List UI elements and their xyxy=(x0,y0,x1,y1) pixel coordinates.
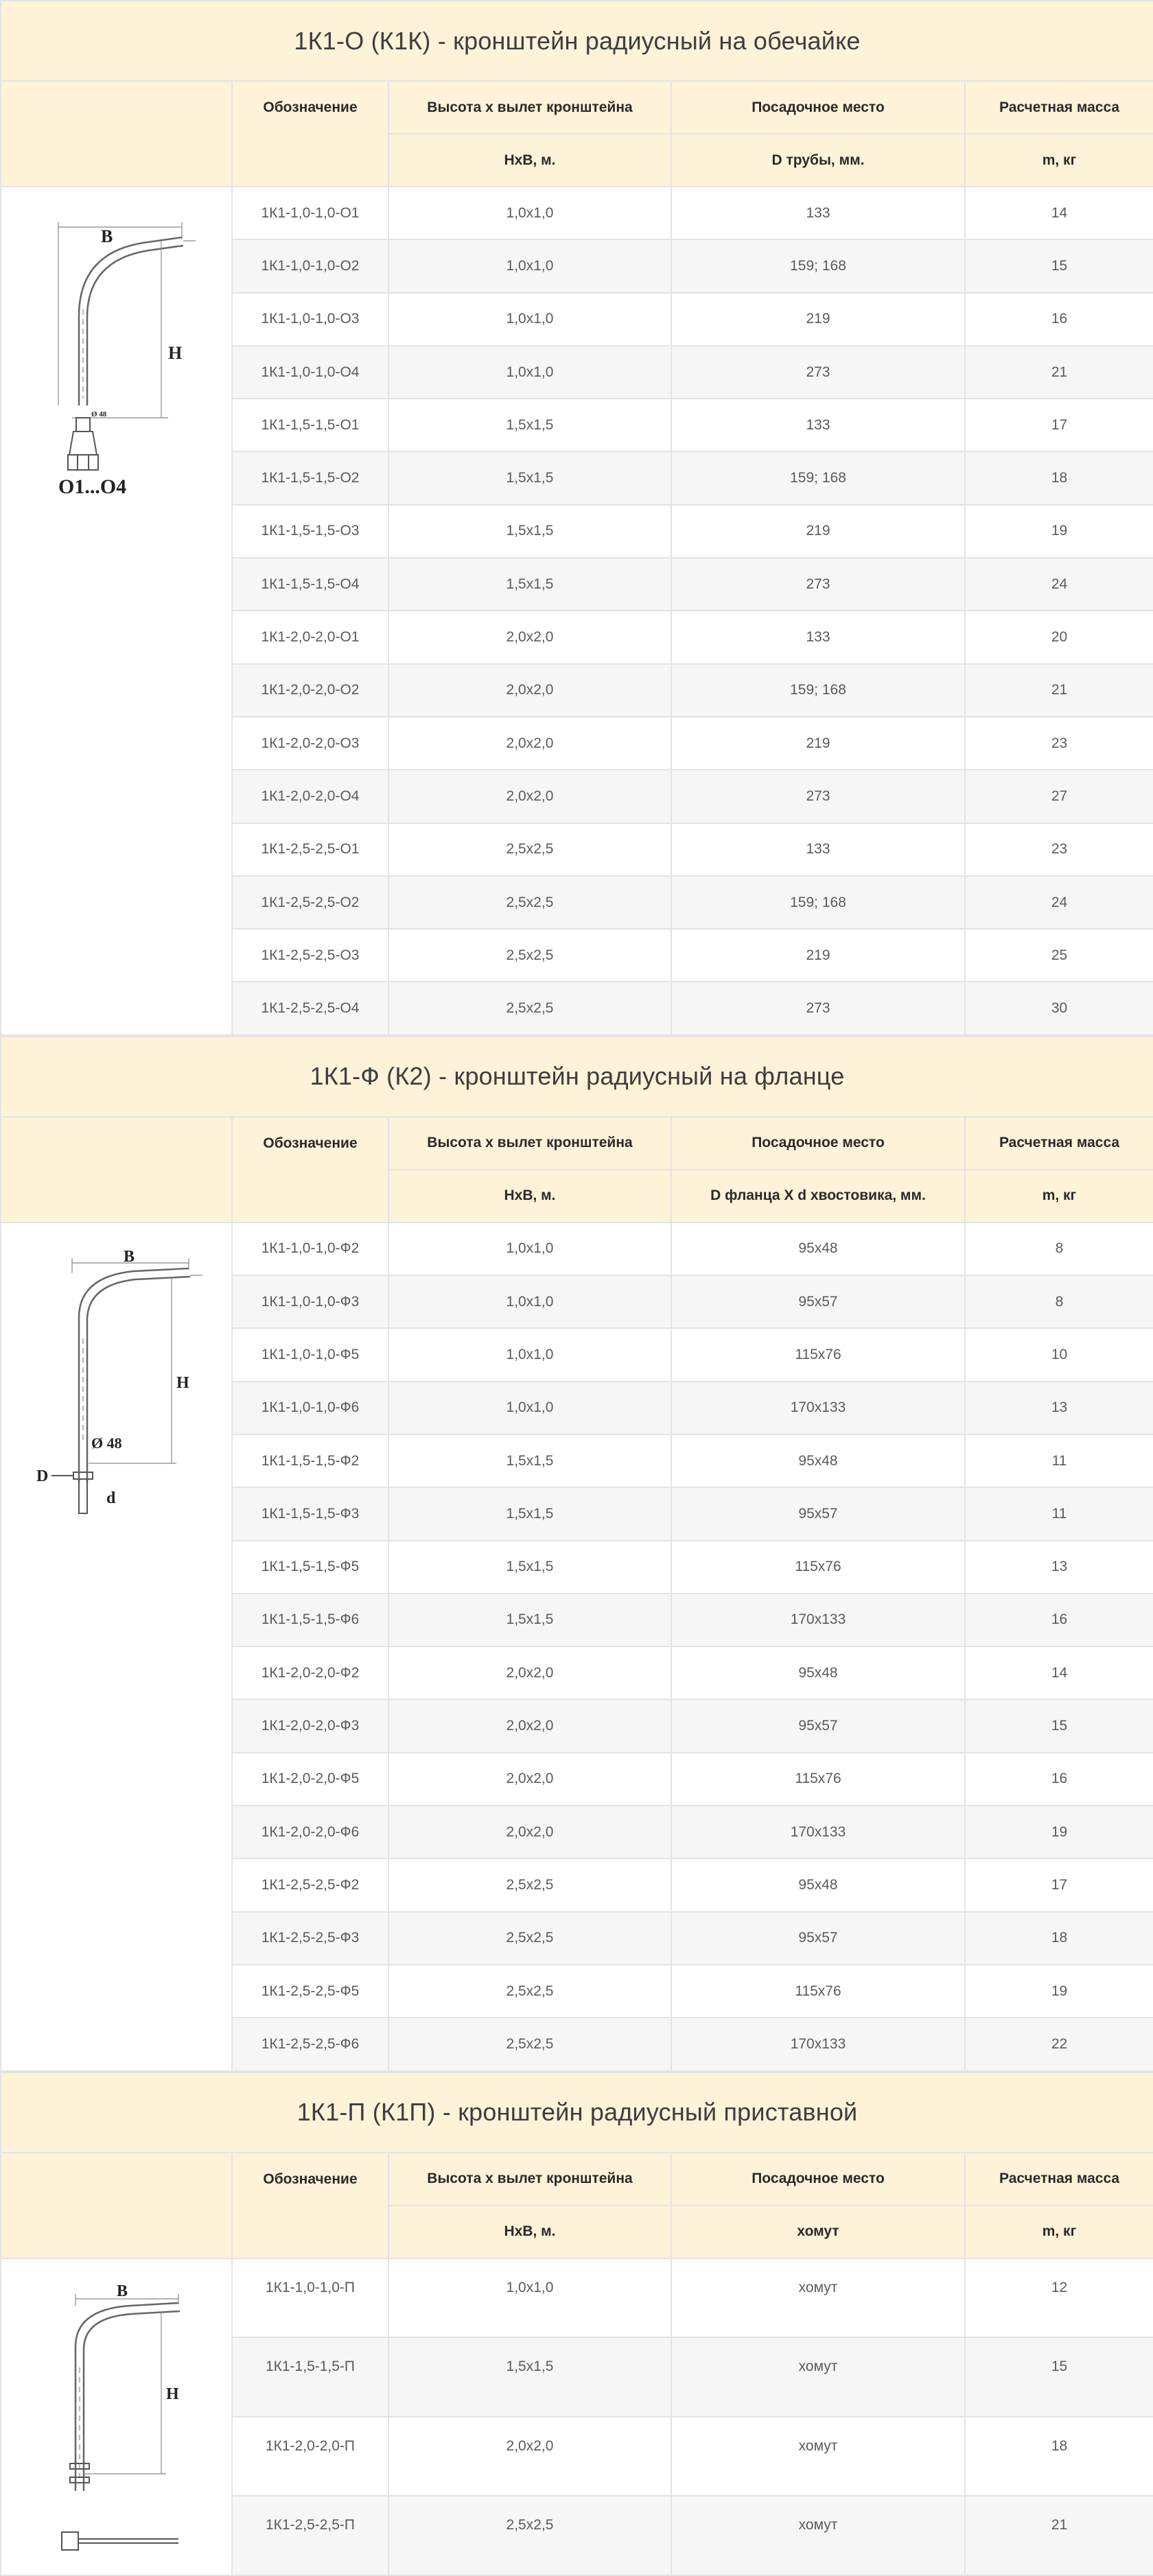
cell-designation: 1К1-1,5-1,5-Ф5 xyxy=(232,1541,388,1594)
cell-mass: 18 xyxy=(965,1912,1153,1965)
cell-mass: 14 xyxy=(965,1646,1153,1699)
header-seat-unit: D фланца X d хвостовика, мм. xyxy=(671,1170,965,1222)
table-body xyxy=(1,2258,1153,2575)
cell-mass: 15 xyxy=(965,239,1153,292)
cell-mass: 13 xyxy=(965,1541,1153,1594)
cell-height: 2,0х2,0 xyxy=(388,611,671,663)
cell-seat: 133 xyxy=(671,823,965,876)
cell-height: 2,0х2,0 xyxy=(388,1753,671,1806)
cell-designation: 1К1-1,0-1,0-Ф3 xyxy=(232,1275,388,1328)
cell-seat: 219 xyxy=(671,717,965,770)
dimension-d48-label: Ø 48 xyxy=(91,1434,122,1452)
header-seat-unit: D трубы, мм. xyxy=(671,134,965,187)
cell-seat: 95х57 xyxy=(671,1912,965,1965)
cell-height: 1,5х1,5 xyxy=(388,1434,671,1487)
cell-seat: 133 xyxy=(671,187,965,239)
cell-seat: 95х48 xyxy=(671,1434,965,1487)
cell-designation: 1К1-1,0-1,0-П xyxy=(232,2258,388,2338)
cell-designation: 1К1-2,5-2,5-Ф3 xyxy=(232,1912,388,1965)
cell-mass: 8 xyxy=(965,1222,1153,1275)
cell-designation: 1К1-2,5-2,5-О2 xyxy=(232,876,388,929)
cell-mass: 19 xyxy=(965,1965,1153,2018)
cell-mass: 21 xyxy=(965,346,1153,399)
cell-seat: 95х57 xyxy=(671,1699,965,1752)
header-height: Высота х вылет кронштейна xyxy=(388,1117,671,1170)
cell-mass: 11 xyxy=(965,1487,1153,1540)
cell-mass: 30 xyxy=(965,982,1153,1035)
header-designation: Обозначение xyxy=(232,81,388,187)
bracket-drawing-pristavnoy xyxy=(34,2271,199,2560)
cell-seat: 95х48 xyxy=(671,1646,965,1699)
cell-designation: 1К1-2,5-2,5-О3 xyxy=(232,929,388,982)
header-height-unit: НхВ, м. xyxy=(388,134,671,187)
section-title: 1К1-О (К1К) - кронштейн радиусный на обечайке xyxy=(1,1,1153,81)
cell-height: 1,0х1,0 xyxy=(388,1328,671,1381)
cell-seat: 95х48 xyxy=(671,1858,965,1911)
cell-designation: 1К1-1,5-1,5-П xyxy=(232,2337,388,2417)
header-height: Высота х вылет кронштейна xyxy=(388,2153,671,2206)
cell-designation: 1К1-2,0-2,0-О4 xyxy=(232,770,388,823)
cell-mass: 15 xyxy=(965,1699,1153,1752)
cell-height: 2,5х2,5 xyxy=(388,929,671,982)
cell-seat: хомут xyxy=(671,2337,965,2417)
bracket-drawing-obechayka xyxy=(38,200,196,501)
table-body xyxy=(1,1222,1153,2071)
dimension-h-label: H xyxy=(167,343,182,363)
cell-designation: 1К1-2,5-2,5-О1 xyxy=(232,823,388,876)
drawing-cell xyxy=(1,2258,232,2575)
cell-seat: 273 xyxy=(671,982,965,1035)
cell-designation: 1К1-1,0-1,0-О2 xyxy=(232,239,388,292)
cell-designation: 1К1-1,0-1,0-Ф2 xyxy=(232,1222,388,1275)
header-mass: Расчетная масса xyxy=(965,1117,1153,1170)
cell-designation: 1К1-1,0-1,0-О1 xyxy=(232,187,388,239)
cell-seat: 170х133 xyxy=(671,2018,965,2070)
dimension-d48-label: Ø 48 xyxy=(91,410,106,418)
cell-designation: 1К1-1,5-1,5-О3 xyxy=(232,505,388,558)
cell-seat: 115х76 xyxy=(671,1753,965,1806)
cell-height: 1,5х1,5 xyxy=(388,2337,671,2417)
cell-height: 2,5х2,5 xyxy=(388,1965,671,2018)
header-seat: Посадочное место xyxy=(671,1117,965,1170)
cell-designation: 1К1-1,0-1,0-Ф5 xyxy=(232,1328,388,1381)
cell-seat: 95х48 xyxy=(671,1222,965,1275)
cell-height: 2,5х2,5 xyxy=(388,823,671,876)
cell-height: 1,0х1,0 xyxy=(388,1382,671,1434)
cell-mass: 24 xyxy=(965,876,1153,929)
cell-mass: 17 xyxy=(965,1858,1153,1911)
dimension-b-label: B xyxy=(116,2282,128,2300)
header-designation: Обозначение xyxy=(232,2153,388,2258)
cell-mass: 15 xyxy=(965,2337,1153,2417)
cell-designation: 1К1-2,0-2,0-П xyxy=(232,2417,388,2496)
cell-seat: 159; 168 xyxy=(671,876,965,929)
cell-seat: 219 xyxy=(671,929,965,982)
cell-mass: 10 xyxy=(965,1328,1153,1381)
cell-height: 1,0х1,0 xyxy=(388,187,671,239)
cell-height: 2,0х2,0 xyxy=(388,717,671,770)
header-mass: Расчетная масса xyxy=(965,2153,1153,2206)
table-row xyxy=(1,1222,1153,1275)
cell-designation: 1К1-2,5-2,5-Ф6 xyxy=(232,2018,388,2070)
cell-mass: 12 xyxy=(965,2258,1153,2338)
section-table-obechayka xyxy=(0,0,1153,1036)
cell-mass: 18 xyxy=(965,451,1153,504)
header-blank xyxy=(1,1117,232,1222)
cell-mass: 21 xyxy=(965,664,1153,717)
cell-height: 2,5х2,5 xyxy=(388,1912,671,1965)
cell-height: 1,5х1,5 xyxy=(388,399,671,451)
cell-mass: 19 xyxy=(965,505,1153,558)
cell-seat: 219 xyxy=(671,293,965,346)
header-designation: Обозначение xyxy=(232,1117,388,1222)
cell-designation: 1К1-2,0-2,0-Ф5 xyxy=(232,1753,388,1806)
cell-mass: 11 xyxy=(965,1434,1153,1487)
cell-designation: 1К1-1,5-1,5-О2 xyxy=(232,451,388,504)
cell-mass: 21 xyxy=(965,2496,1153,2575)
header-seat: Посадочное место xyxy=(671,81,965,134)
section-table-pristavnoy xyxy=(0,2072,1153,2576)
cell-seat: 95х57 xyxy=(671,1487,965,1540)
dimension-b-label: B xyxy=(100,226,113,246)
cell-height: 1,5х1,5 xyxy=(388,1487,671,1540)
cell-mass: 19 xyxy=(965,1806,1153,1858)
cell-mass: 27 xyxy=(965,770,1153,823)
cell-seat: хомут xyxy=(671,2258,965,2338)
cell-height: 1,0х1,0 xyxy=(388,239,671,292)
cell-height: 2,5х2,5 xyxy=(388,982,671,1035)
cell-designation: 1К1-2,0-2,0-Ф2 xyxy=(232,1646,388,1699)
cell-height: 1,0х1,0 xyxy=(388,346,671,399)
cell-height: 2,5х2,5 xyxy=(388,1858,671,1911)
table-row xyxy=(1,187,1153,239)
cell-seat: 133 xyxy=(671,399,965,451)
cell-mass: 22 xyxy=(965,2018,1153,2070)
dimension-b-label: B xyxy=(123,1247,135,1266)
cell-seat: 115х76 xyxy=(671,1541,965,1594)
header-blank xyxy=(1,2153,232,2258)
cell-height: 2,0х2,0 xyxy=(388,1699,671,1752)
cell-height: 1,5х1,5 xyxy=(388,1594,671,1646)
header-height-unit: НхВ, м. xyxy=(388,1170,671,1222)
cell-seat: 273 xyxy=(671,770,965,823)
cell-mass: 25 xyxy=(965,929,1153,982)
cell-height: 1,5х1,5 xyxy=(388,505,671,558)
cell-height: 2,0х2,0 xyxy=(388,1806,671,1858)
dimension-d-small-label: d xyxy=(106,1489,115,1507)
cell-seat: хомут xyxy=(671,2496,965,2575)
cell-designation: 1К1-1,5-1,5-Ф2 xyxy=(232,1434,388,1487)
cell-seat: 95х57 xyxy=(671,1275,965,1328)
cell-designation: 1К1-1,0-1,0-Ф6 xyxy=(232,1382,388,1434)
header-height: Высота х вылет кронштейна xyxy=(388,81,671,134)
cell-seat: 170х133 xyxy=(671,1806,965,1858)
cell-designation: 1К1-2,0-2,0-Ф3 xyxy=(232,1699,388,1752)
cell-seat: 273 xyxy=(671,558,965,611)
cell-mass: 14 xyxy=(965,187,1153,239)
cell-mass: 24 xyxy=(965,558,1153,611)
header-mass-unit: m, кг xyxy=(965,2206,1153,2258)
cell-height: 1,0х1,0 xyxy=(388,293,671,346)
cell-seat: 115х76 xyxy=(671,1965,965,2018)
cell-designation: 1К1-1,5-1,5-Ф3 xyxy=(232,1487,388,1540)
cell-height: 1,0х1,0 xyxy=(388,2258,671,2338)
cell-height: 2,5х2,5 xyxy=(388,2496,671,2575)
cell-designation: 1К1-2,5-2,5-О4 xyxy=(232,982,388,1035)
cell-designation: 1К1-2,5-2,5-Ф2 xyxy=(232,1858,388,1911)
cell-seat: хомут xyxy=(671,2417,965,2496)
cell-designation: 1К1-1,0-1,0-О4 xyxy=(232,346,388,399)
header-height-unit: НхВ, м. xyxy=(388,2206,671,2258)
cell-seat: 219 xyxy=(671,505,965,558)
bracket-drawing-flange xyxy=(31,1236,202,1537)
header-mass: Расчетная масса xyxy=(965,81,1153,134)
cell-designation: 1К1-2,0-2,0-О2 xyxy=(232,664,388,717)
cell-height: 2,0х2,0 xyxy=(388,2417,671,2496)
table-row xyxy=(1,2258,1153,2338)
header-seat: Посадочное место xyxy=(671,2153,965,2206)
cell-mass: 23 xyxy=(965,823,1153,876)
cell-seat: 159; 168 xyxy=(671,451,965,504)
cell-height: 1,0х1,0 xyxy=(388,1222,671,1275)
section-title: 1К1-Ф (К2) - кронштейн радиусный на фланце xyxy=(1,1037,1153,1117)
cell-height: 2,0х2,0 xyxy=(388,664,671,717)
cell-designation: 1К1-1,5-1,5-Ф6 xyxy=(232,1594,388,1646)
drawing-code-label: O1...O4 xyxy=(58,475,126,498)
cell-seat: 133 xyxy=(671,611,965,663)
dimension-d-big-label: D xyxy=(36,1467,48,1485)
cell-mass: 16 xyxy=(965,293,1153,346)
drawing-cell xyxy=(1,1222,232,2071)
cell-designation: 1К1-1,5-1,5-О1 xyxy=(232,399,388,451)
cell-seat: 159; 168 xyxy=(671,664,965,717)
cell-mass: 16 xyxy=(965,1753,1153,1806)
section-title: 1К1-П (К1П) - кронштейн радиусный приставной xyxy=(1,2072,1153,2153)
cell-designation: 1К1-2,0-2,0-О3 xyxy=(232,717,388,770)
cell-mass: 20 xyxy=(965,611,1153,663)
header-mass-unit: m, кг xyxy=(965,1170,1153,1222)
header-mass-unit: m, кг xyxy=(965,134,1153,187)
cell-height: 2,5х2,5 xyxy=(388,2018,671,2070)
cell-height: 1,0х1,0 xyxy=(388,1275,671,1328)
cell-designation: 1К1-2,0-2,0-О1 xyxy=(232,611,388,663)
cell-mass: 13 xyxy=(965,1382,1153,1434)
cell-seat: 115х76 xyxy=(671,1328,965,1381)
cell-seat: 170х133 xyxy=(671,1594,965,1646)
header-blank xyxy=(1,81,232,187)
dimension-h-label: H xyxy=(176,1373,189,1392)
section-table-flange xyxy=(0,1036,1153,2072)
cell-mass: 23 xyxy=(965,717,1153,770)
cell-designation: 1К1-1,5-1,5-О4 xyxy=(232,558,388,611)
dimension-h-label: H xyxy=(165,2385,179,2403)
drawing-cell xyxy=(1,187,232,1035)
cell-seat: 273 xyxy=(671,346,965,399)
cell-mass: 17 xyxy=(965,399,1153,451)
header-seat-unit: хомут xyxy=(671,2206,965,2258)
cell-height: 2,0х2,0 xyxy=(388,770,671,823)
cell-seat: 170х133 xyxy=(671,1382,965,1434)
cell-designation: 1К1-2,0-2,0-Ф6 xyxy=(232,1806,388,1858)
cell-mass: 8 xyxy=(965,1275,1153,1328)
cell-mass: 16 xyxy=(965,1594,1153,1646)
cell-designation: 1К1-1,0-1,0-О3 xyxy=(232,293,388,346)
cell-designation: 1К1-2,5-2,5-П xyxy=(232,2496,388,2575)
cell-height: 1,5х1,5 xyxy=(388,1541,671,1594)
cell-height: 2,5х2,5 xyxy=(388,876,671,929)
cell-height: 1,5х1,5 xyxy=(388,558,671,611)
cell-seat: 159; 168 xyxy=(671,239,965,292)
cell-mass: 18 xyxy=(965,2417,1153,2496)
table-body xyxy=(1,187,1153,1035)
cell-designation: 1К1-2,5-2,5-Ф5 xyxy=(232,1965,388,2018)
cell-height: 2,0х2,0 xyxy=(388,1646,671,1699)
cell-height: 1,5х1,5 xyxy=(388,451,671,504)
